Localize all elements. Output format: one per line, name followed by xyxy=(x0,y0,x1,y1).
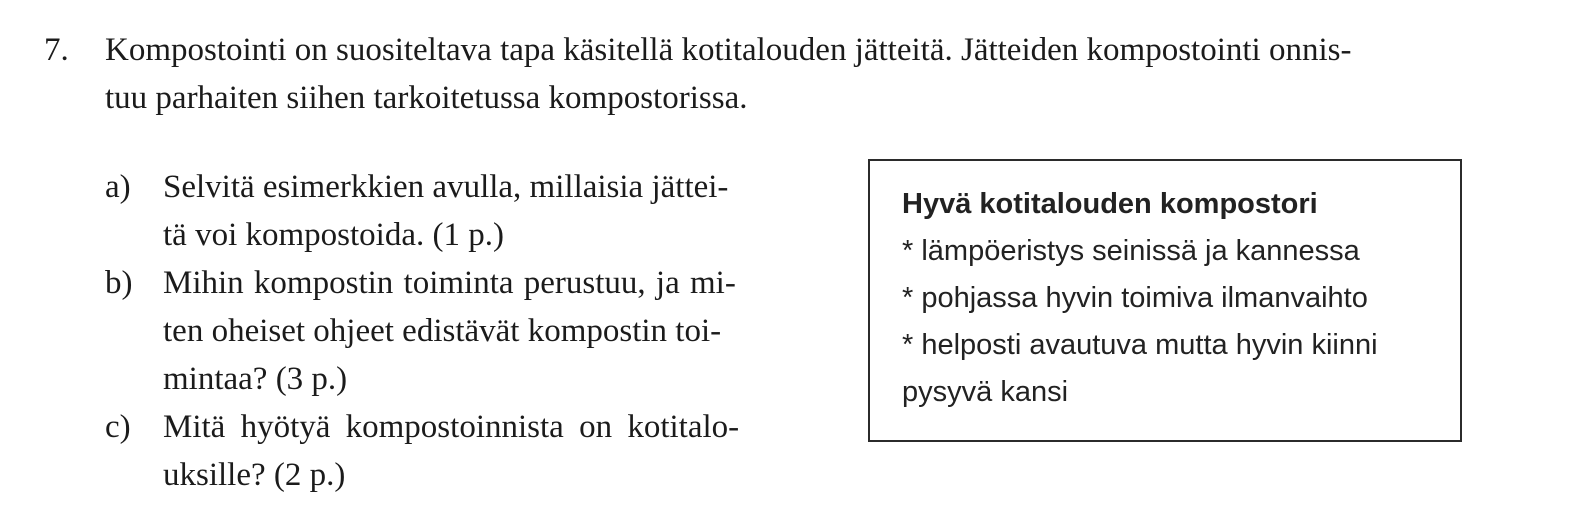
sub-question-text xyxy=(163,259,736,403)
sub-question-line: ten oheiset ohjeet edistävät kompostin toi- xyxy=(163,313,722,349)
sub-question-line: tä voi kompostoida. (1 p.) xyxy=(163,217,504,253)
question-intro-line: Kompostointi on suositeltava tapa käsitellä kotitalouden jätteitä. Jätteiden kompostointi onnis- xyxy=(105,32,1352,68)
question-7 xyxy=(44,26,1545,122)
sub-question-line: Selvitä esimerkkien avulla, millaisia jättei- xyxy=(163,169,729,205)
sub-question-line: uksille? (2 p.) xyxy=(163,457,346,493)
sub-question-line: Mihin kompostin toiminta perustuu, ja mi- xyxy=(163,265,736,301)
info-box xyxy=(868,159,1462,442)
sub-question-label: b) xyxy=(105,265,133,301)
sub-question-text xyxy=(163,163,728,259)
question-intro-line: tuu parhaiten siihen tarkoitetussa kompostorissa. xyxy=(105,80,748,116)
sub-question-label: a) xyxy=(105,169,131,205)
info-box-title: Hyvä kotitalouden kompostori xyxy=(902,188,1318,220)
info-box-bullet-continuation: pysyvä kansi xyxy=(902,376,1069,408)
sub-question-label: c) xyxy=(105,409,131,445)
sub-question-a xyxy=(105,163,805,259)
sub-question-text xyxy=(163,403,739,499)
sub-question-line: mintaa? (3 p.) xyxy=(163,361,348,397)
question-number: 7. xyxy=(44,32,69,68)
sub-question-c xyxy=(105,403,805,499)
info-box-bullet: * pohjassa hyvin toimiva ilmanvaihto xyxy=(902,282,1368,314)
info-box-bullet: * helposti avautuva mutta hyvin kiinni xyxy=(902,329,1378,361)
sub-question-line: Mitä hyötyä kompostoinnista on kotitalo- xyxy=(163,409,740,445)
sub-question-list xyxy=(105,163,805,499)
sub-question-b xyxy=(105,259,805,403)
question-body xyxy=(44,163,1545,499)
info-box-bullet: * lämpöeristys seinissä ja kannessa xyxy=(902,235,1360,267)
question-intro xyxy=(105,26,1351,122)
